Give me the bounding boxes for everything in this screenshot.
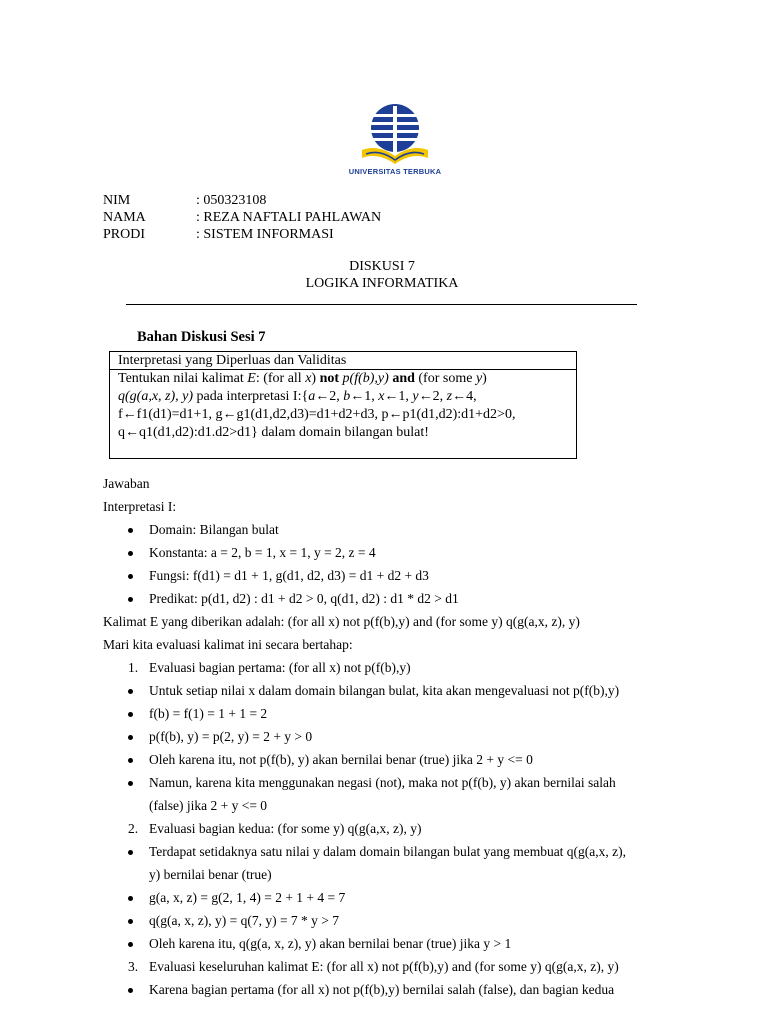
problem-box-header: Interpretasi yang Diperluas dan Validitas	[118, 353, 347, 368]
list-item: Terdapat setidaknya satu nilai y dalam domain bilangan bulat yang membuat q(g(a,x, z),	[149, 844, 627, 859]
section-heading: Bahan Diskusi Sesi 7	[137, 329, 266, 345]
list-item: Untuk setiap nilai x dalam domain bilangan bulat, kita akan mengevaluasi not p(f(b),y)	[149, 683, 620, 698]
list-item: Oleh karena itu, not p(f(b), y) akan bernilai benar (true) jika 2 + y <= 0	[149, 752, 533, 767]
list-item: Karena bagian pertama (for all x) not p(f(b),y) bernilai salah (false), dan bagian kedua	[149, 982, 615, 997]
answer-heading: Jawaban	[103, 476, 150, 491]
bullet-dot	[128, 850, 133, 855]
bullet-dot	[128, 942, 133, 947]
nim-value: : 050323108	[196, 193, 267, 208]
problem-line-1: Tentukan nilai kalimat E: (for all x) not p(f(b),y) and (for some y)	[118, 371, 487, 386]
mari-paragraph: Mari kita evaluasi kalimat ini secara bertahap:	[103, 637, 353, 652]
list-item: Fungsi: f(d1) = d1 + 1, g(d1, d2, d3) = d1 + d2 + d3	[149, 568, 429, 583]
step-number: 3.	[128, 959, 139, 974]
kalimat-paragraph: Kalimat E yang diberikan adalah: (for all x) not p(f(b),y) and (for some y) q(g(a,x, z), y)	[103, 614, 580, 629]
list-item: p(f(b), y) = p(2, y) = 2 + y > 0	[149, 729, 313, 744]
list-item: Domain: Bilangan bulat	[149, 522, 279, 537]
step-number: 1.	[128, 660, 139, 675]
list-item: q(g(a, x, z), y) = q(7, y) = 7 * y > 7	[149, 913, 340, 928]
step-text: Evaluasi bagian pertama: (for all x) not p(f(b),y)	[149, 660, 411, 675]
logo-text: UNIVERSITAS TERBUKA	[348, 167, 442, 176]
bullet-dot	[128, 551, 133, 556]
list-item: Konstanta: a = 2, b = 1, x = 1, y = 2, z = 4	[149, 545, 376, 560]
step-text: Evaluasi keseluruhan kalimat E: (for all x) not p(f(b),y) and (for some y) q(g(a,x, z), y)	[149, 959, 619, 974]
list-item: g(a, x, z) = g(2, 1, 4) = 2 + 1 + 4 = 7	[149, 890, 346, 905]
bullet-dot	[128, 597, 133, 602]
bullet-dot	[128, 758, 133, 763]
bullet-dot	[128, 689, 133, 694]
problem-line-3: f←f1(d1)=d1+1, g←g1(d1,d2,d3)=d1+d2+d3, p←p1(d1,d2):d1+d2>0,	[118, 407, 516, 422]
list-item-continuation: (false) jika 2 + y <= 0	[149, 798, 268, 813]
bullet-dot	[128, 896, 133, 901]
nim-label: NIM	[103, 193, 131, 208]
interpretation-heading: Interpretasi I:	[103, 499, 177, 514]
title-line-2: LOGIKA INFORMATIKA	[305, 276, 459, 291]
bullet-dot	[128, 919, 133, 924]
bullet-dot	[128, 528, 133, 533]
bullet-dot	[128, 712, 133, 717]
prodi-label: PRODI	[103, 227, 146, 242]
step-number: 2.	[128, 821, 139, 836]
bullet-dot	[128, 735, 133, 740]
nama-label: NAMA	[103, 210, 146, 225]
title-divider	[126, 304, 637, 305]
prodi-value: : SISTEM INFORMASI	[196, 227, 334, 242]
bullet-dot	[128, 781, 133, 786]
step-text: Evaluasi bagian kedua: (for some y) q(g(a,x, z), y)	[149, 821, 422, 836]
bullet-dot	[128, 574, 133, 579]
list-item-continuation: y) bernilai benar (true)	[149, 867, 272, 882]
nama-value: : REZA NAFTALI PAHLAWAN	[196, 210, 382, 225]
list-item: Predikat: p(d1, d2) : d1 + d2 > 0, q(d1, d2) : d1 * d2 > d1	[149, 591, 459, 606]
problem-line-2: q(g(a,x, z), y) pada interpretasi I:{a←2, b←1, x←1, y←2, z←4,	[118, 389, 477, 404]
bullet-dot	[128, 988, 133, 993]
list-item: f(b) = f(1) = 1 + 1 = 2	[149, 706, 268, 721]
university-logo	[340, 100, 450, 180]
problem-box	[109, 351, 577, 459]
title-line-1: DISKUSI 7	[349, 259, 415, 274]
list-item: Namun, karena kita menggunakan negasi (not), maka not p(f(b), y) akan bernilai salah	[149, 775, 616, 790]
list-item: Oleh karena itu, q(g(a, x, z), y) akan bernilai benar (true) jika y > 1	[149, 936, 512, 951]
problem-line-4: q←q1(d1,d2):d1.d2>d1} dalam domain bilangan bulat!	[118, 425, 429, 440]
university-emblem-icon	[340, 100, 450, 168]
